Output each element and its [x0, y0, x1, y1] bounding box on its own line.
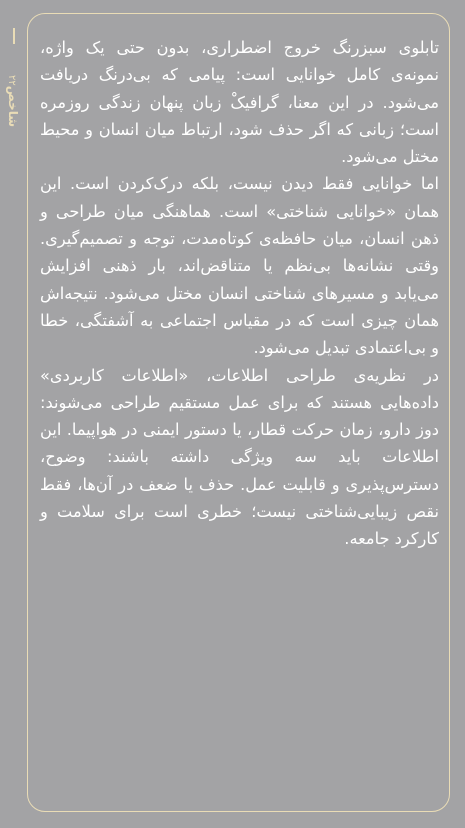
publication-logo: شاخص [6, 85, 20, 128]
sidebar-rule [13, 28, 15, 44]
paragraph-1: تابلوی سبزرنگ خروج اضطراری، بدون حتی یک واژه، نمونه‌ی کامل خوانایی است: پیامی که بی‌درنگ دریافت می‌شود. در این معنا، گرافیکْ زبان پنهان زندگی روزمره است؛ زبانی که اگر حذف شود، ارتباط میان انسان و محیط مختل می‌شود. [40, 38, 439, 167]
sidebar [0, 28, 27, 158]
article-body [40, 34, 439, 553]
paragraph-3: در نظریه‌ی طراحی اطلاعات، «اطلاعات کاربردی» داده‌هایی هستند که برای عمل مستقیم طراحی می‌شوند: دوز دارو، زمان حرکت قطار، یا دستور ایمنی در هواپیما. این اطلاعات باید سه ویژگی داشته باشند: وضوح، دسترس‌پذیری و قابلیت عمل. حذف یا ضعف در آن‌ها، فقط نقص زیبایی‌شناختی نیست؛ خطری است برای سلامت و کارکرد جامعه. [40, 365, 439, 549]
page-number: ۲۲ [6, 74, 17, 86]
sidebar-label [6, 69, 20, 127]
paragraph-2: اما خوانایی فقط دیدن نیست، بلکه درک‌کردن است. این همان «خوانایی شناختی» است. هماهنگی میان طراحی و ذهن انسان، میان حافظه‌ی کوتاه‌مدت، توجه و تصمیم‌گیری. وقتی نشانه‌ها بی‌نظم یا متناقض‌اند، بار ذهنی افزایش می‌یابد و مسیرهای شناختی انسان مختل می‌شود. نتیجه‌اش همان چیزی است که در مقیاس اجتماعی به آشفتگی، خطا و بی‌اعتمادی تبدیل می‌شود. [40, 174, 439, 358]
